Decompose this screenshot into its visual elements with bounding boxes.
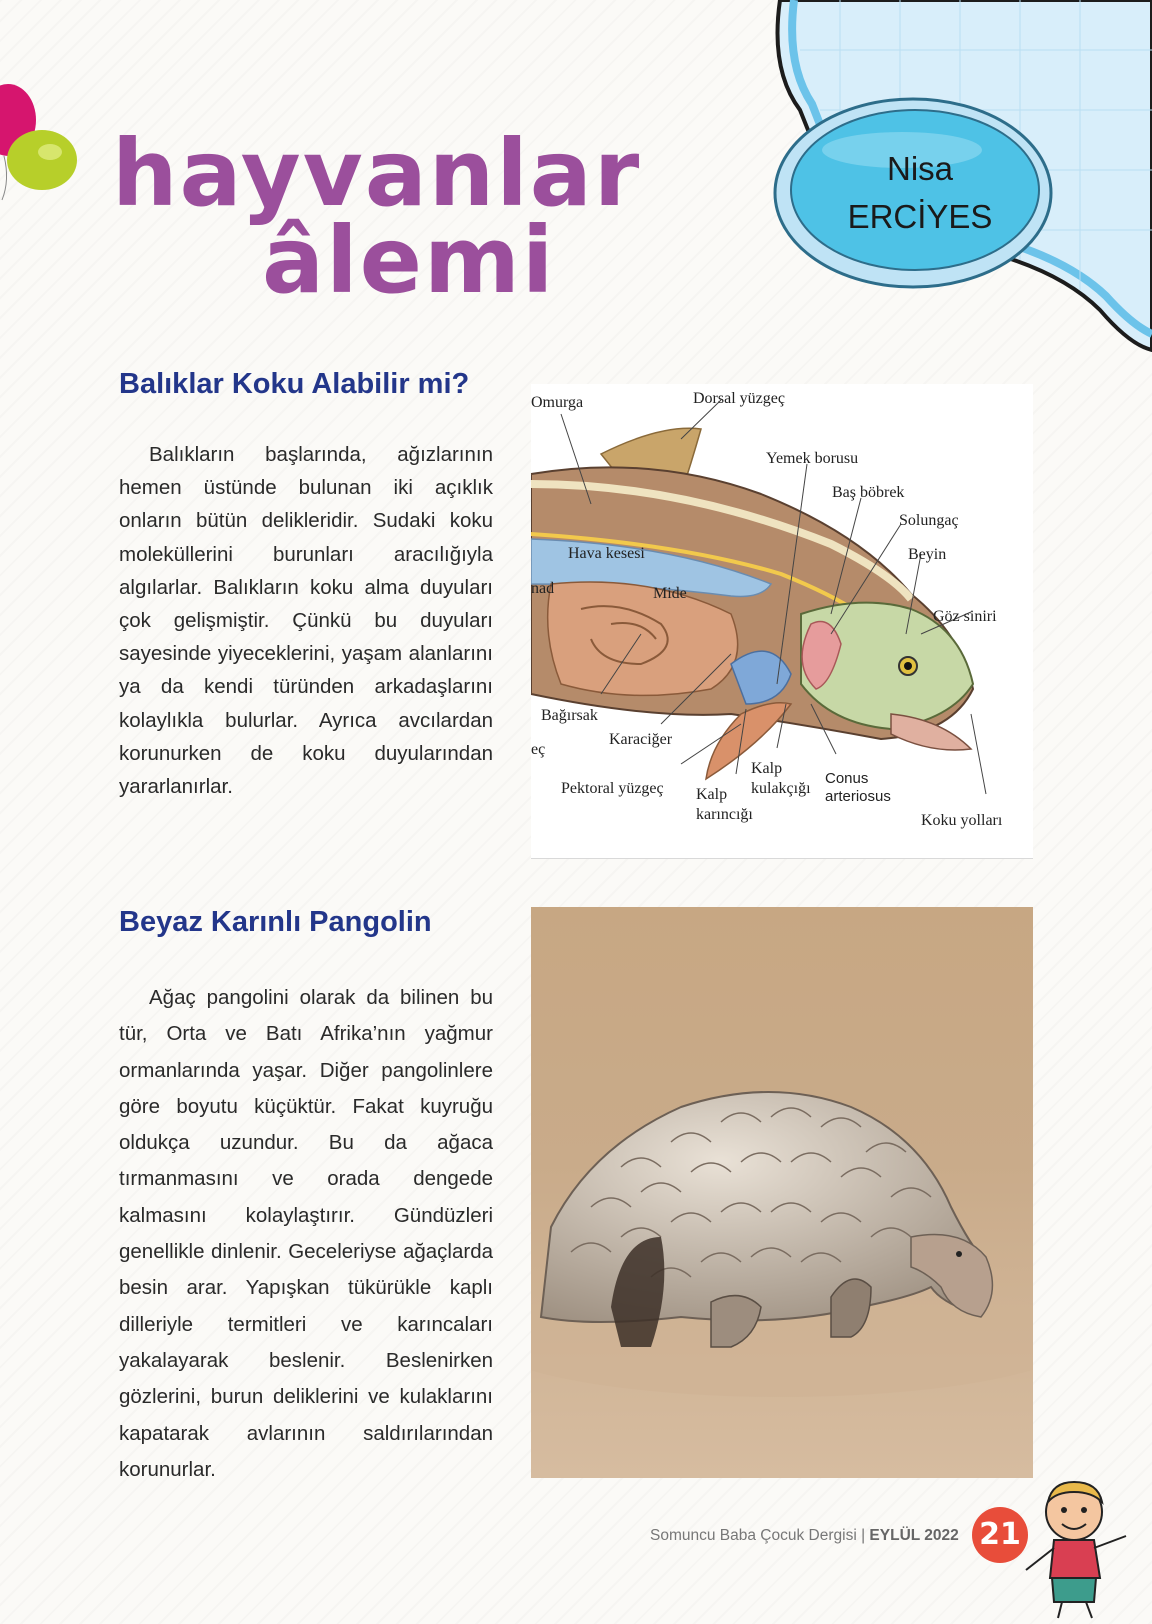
label-head-kidney: Baş böbrek (832, 484, 905, 501)
footer-credit (650, 1527, 959, 1545)
label-stomach: Mide (653, 585, 687, 602)
label-conus-1: Conus (825, 770, 869, 787)
label-brain: Beyin (908, 546, 947, 563)
author-first-name: Nisa (886, 150, 954, 187)
pangolin-photo (531, 907, 1033, 1478)
balloons-decoration (0, 80, 90, 220)
label-atrium-1: Kalp (751, 760, 783, 777)
footer-magazine: Somuncu Baba Çocuk Dergisi (650, 1527, 857, 1544)
pangolin-section-heading: Beyaz Karınlı Pangolin (119, 906, 432, 938)
kid-mascot-illustration (1022, 1478, 1152, 1624)
label-atrium-2: kulakçığı (751, 780, 811, 797)
label-nasal-passages: Koku yolları (921, 812, 1003, 829)
label-liver: Karaciğer (609, 731, 673, 748)
label-optic-nerve: Göz siniri (933, 608, 997, 625)
label-ventricle-1: Kalp (696, 786, 728, 803)
footer-issue: EYLÜL 2022 (869, 1527, 959, 1544)
fish-section-text (119, 438, 493, 803)
label-ec-fragment: eç (531, 741, 546, 758)
label-omurga: Omurga (531, 394, 584, 411)
label-pectoral-fin: Pektoral yüzgeç (561, 780, 664, 797)
label-swim-bladder: Hava kesesi (568, 545, 645, 562)
fish-section-heading: Balıklar Koku Alabilir mi? (119, 368, 470, 400)
label-intestine: Bağırsak (541, 707, 598, 724)
label-conus-2: arteriosus (825, 788, 891, 805)
page-title (112, 120, 752, 315)
title-line-2: âlemi (262, 207, 556, 315)
footer-separator: | (856, 1527, 870, 1544)
label-gills: Solungaç (899, 512, 959, 529)
label-esophagus: Yemek borusu (766, 450, 859, 467)
label-nad-fragment: nad (531, 580, 555, 597)
label-ventricle-2: karıncığı (696, 806, 753, 823)
page-number-badge: 21 (972, 1507, 1028, 1563)
label-dorsal-fin: Dorsal yüzgeç (693, 390, 785, 407)
title-line-1: hayvanlar (112, 120, 642, 227)
author-name (800, 145, 1040, 241)
author-last-name: ERCİYES (847, 198, 993, 235)
pangolin-section-text (119, 980, 493, 1488)
fish-anatomy-diagram (531, 384, 1033, 859)
fish-paragraph: Balıkların başlarında, ağızlarının hemen üstünde bulunan iki açıklık onların bütün delikleridir. Sudaki koku moleküllerini burunları aracılığıyla algılarlar. Balıkların koku alma duyuları çok gelişmiştir. Çünkü bu duyuları sayesinde yiyeceklerini, yaşam alanlarını ya da kendi türünden arkadaşlarını kolaylıkla bulurlar. Ayrıca avcılardan korunurken de koku duyularından yararlanırlar. (119, 443, 493, 799)
pangolin-paragraph: Ağaç pangolini olarak da bilinen bu tür, Orta ve Batı Afrika’nın yağmur ormanlarında yaşar. Diğer pangolinlere göre boyutu küçüktür. Fakat kuyruğu oldukça uzundur. Bu da ağaca tırmanmasını ve orada dengede kalmasını kolaylaştırır. Gündüzleri genellikle dinlenir. Geceleriyse ağaçlarda besin arar. Yapışkan tükürükle kaplı dilleriyle termitleri ve karıncaları yakalayarak beslenir. Beslenirken gözlerini, burun deliklerini ve kulaklarını kapatarak avlarının saldırılarından korunurlar. (119, 986, 493, 1481)
